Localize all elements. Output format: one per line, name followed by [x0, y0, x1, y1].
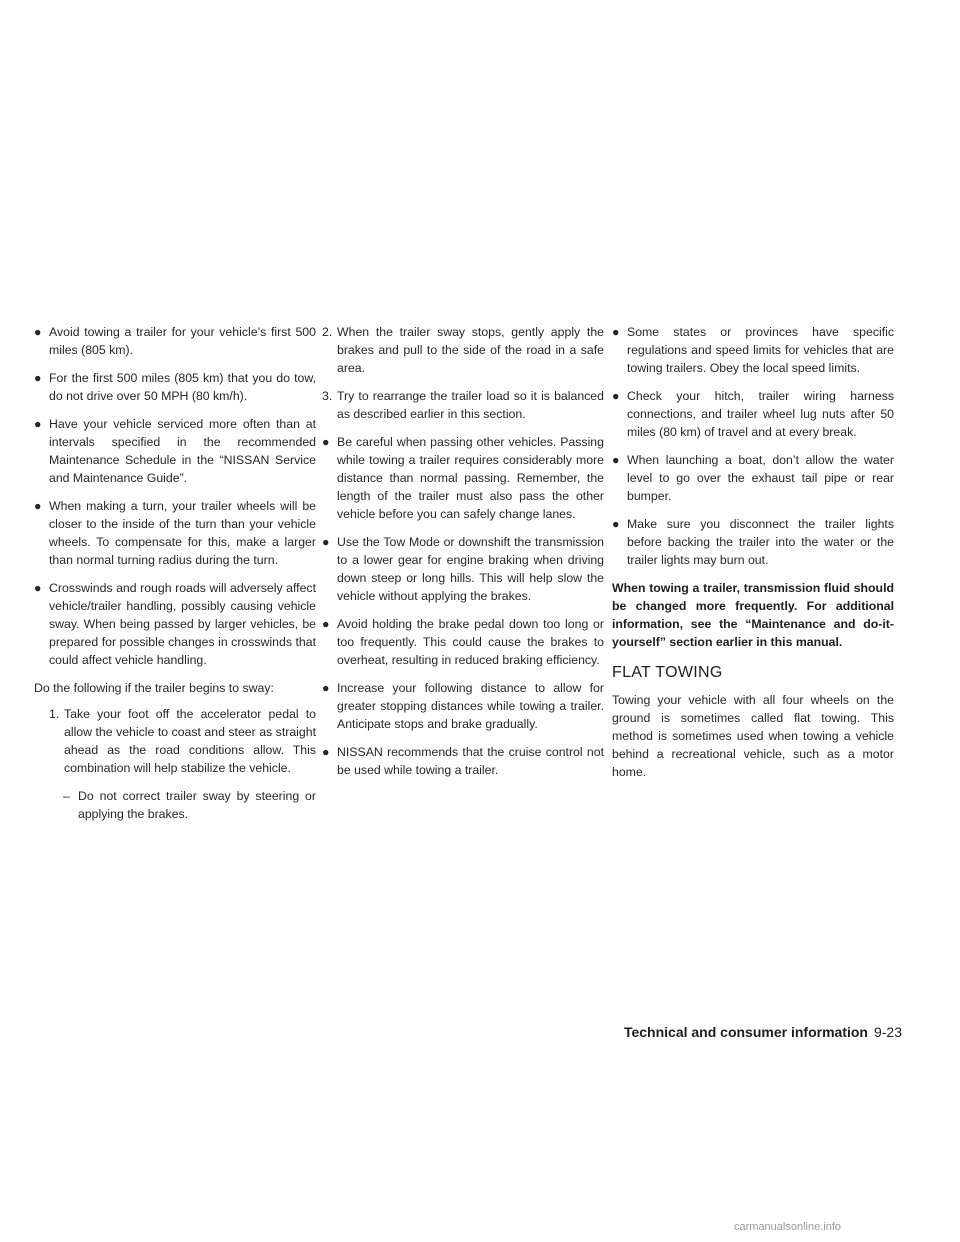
watermark: carmanualsonline.info: [734, 1221, 842, 1233]
bullet-text: NISSAN recommends that the cruise control not be used while towing a trailer.: [337, 745, 604, 777]
section-heading: FLAT TOWING: [612, 664, 723, 681]
bullet-icon: ●: [322, 435, 330, 449]
bullet-text: Use the Tow Mode or downshift the transmission to a lower gear for engine braking when driving down steep or long hills. This will help slow the vehicle without applying the brakes.: [337, 535, 604, 603]
bullet-item: [322, 679, 604, 733]
step-item: [49, 705, 316, 777]
flat-towing-paragraph: Towing your vehicle with all four wheels on the ground is sometimes called flat towing. This method is sometimes used when towing a vehicle behind a recreational vehicle, such as a motor home.: [612, 693, 894, 779]
bullet-item: [322, 433, 604, 523]
step-number: 3.: [322, 389, 333, 403]
bullet-icon: ●: [322, 745, 330, 759]
bullet-text: Avoid holding the brake pedal down too long or too frequently. This could cause the brakes to overheat, resulting in reduced braking efficiency.: [337, 617, 604, 667]
bullet-icon: ●: [322, 535, 330, 549]
dash-icon: –: [63, 789, 70, 803]
bullet-text: Some states or provinces have specific regulations and speed limits for vehicles that are towing trailers. Obey the local speed limits.: [627, 325, 894, 375]
bullet-icon: ●: [612, 389, 620, 403]
bullet-icon: ●: [34, 325, 42, 339]
bullet-item: [34, 369, 316, 405]
bullet-text: Have your vehicle serviced more often than at intervals specified in the recommended Maintenance Schedule in the “NISSAN Service and Maintenance Guide”.: [49, 417, 316, 485]
bullet-text: Make sure you disconnect the trailer lights before backing the trailer into the water or the trailer lights may burn out.: [627, 517, 894, 567]
bullet-text: Be careful when passing other vehicles. Passing while towing a trailer requires considerably more distance than normal passing. Remember, the length of the trailer must also pass the other vehicle before you can safely change lanes.: [337, 435, 604, 521]
bullet-icon: ●: [34, 371, 42, 385]
bullet-item: [322, 533, 604, 605]
bullet-icon: ●: [34, 581, 42, 595]
bullet-icon: ●: [612, 517, 620, 531]
step-number: 2.: [322, 325, 333, 339]
bullet-text: Check your hitch, trailer wiring harness connections, and trailer wheel lug nuts after 50 miles (80 km) of travel and at every break.: [627, 389, 894, 439]
bullet-text: For the first 500 miles (805 km) that you do tow, do not drive over 50 MPH (80 km/h).: [49, 371, 316, 403]
bullet-icon: ●: [322, 617, 330, 631]
column-middle: [322, 323, 604, 789]
bullet-text: Crosswinds and rough roads will adversely affect vehicle/trailer handling, possibly causing vehicle sway. When being passed by larger vehicles, be prepared for possible changes in crosswinds that could affect vehicle handling.: [49, 581, 316, 667]
page-footer: [624, 1024, 902, 1040]
step-item: [322, 387, 604, 423]
bullet-item: [34, 497, 316, 569]
step-text: Take your foot off the accelerator pedal to allow the vehicle to coast and steer as straight ahead as the road conditions allow. This combination will help stabilize the vehicle.: [64, 707, 316, 775]
bullet-text: Avoid towing a trailer for your vehicle’s first 500 miles (805 km).: [49, 325, 316, 357]
bullet-item: [612, 323, 894, 377]
page-number: 9-23: [873, 1024, 902, 1040]
step-note: [34, 787, 316, 823]
footer-section-title: Technical and consumer information: [623, 1024, 868, 1040]
step-note-text: Do not correct trailer sway by steering or applying the brakes.: [78, 789, 316, 821]
step-text: When the trailer sway stops, gently apply the brakes and pull to the side of the road in a safe area.: [337, 325, 604, 375]
bullet-item: [34, 415, 316, 487]
bullet-item: [322, 615, 604, 669]
bullet-icon: ●: [322, 681, 330, 695]
bullet-item: [612, 387, 894, 441]
bullet-text: When launching a boat, don’t allow the water level to go over the exhaust tail pipe or rear bumper.: [627, 453, 894, 503]
bullet-item: [34, 579, 316, 669]
bullet-icon: ●: [612, 453, 620, 467]
step-item: [322, 323, 604, 377]
bullet-icon: ●: [612, 325, 620, 339]
bullet-item: [322, 743, 604, 779]
bullet-item: [612, 451, 894, 505]
transmission-fluid-note: When towing a trailer, transmission fluid should be changed more frequently. For additional information, see the “Maintenance and do-it-yourself” section earlier in this manual.: [612, 581, 894, 649]
bullet-item: [612, 515, 894, 569]
bullet-icon: ●: [34, 499, 42, 513]
step-number: 1.: [49, 707, 60, 721]
column-left: [34, 323, 316, 833]
step-text: Try to rearrange the trailer load so it is balanced as described earlier in this section.: [337, 389, 604, 421]
bullet-icon: ●: [34, 417, 42, 431]
bullet-text: Increase your following distance to allow for greater stopping distances while towing a trailer. Anticipate stops and brake gradually.: [337, 681, 604, 731]
bullet-text: When making a turn, your trailer wheels will be closer to the inside of the turn than your vehicle wheels. To compensate for this, make a larger than normal turning radius during the turn.: [49, 499, 316, 567]
column-right: [612, 323, 894, 781]
bullet-item: [34, 323, 316, 359]
sway-intro: Do the following if the trailer begins to sway:: [34, 681, 274, 695]
